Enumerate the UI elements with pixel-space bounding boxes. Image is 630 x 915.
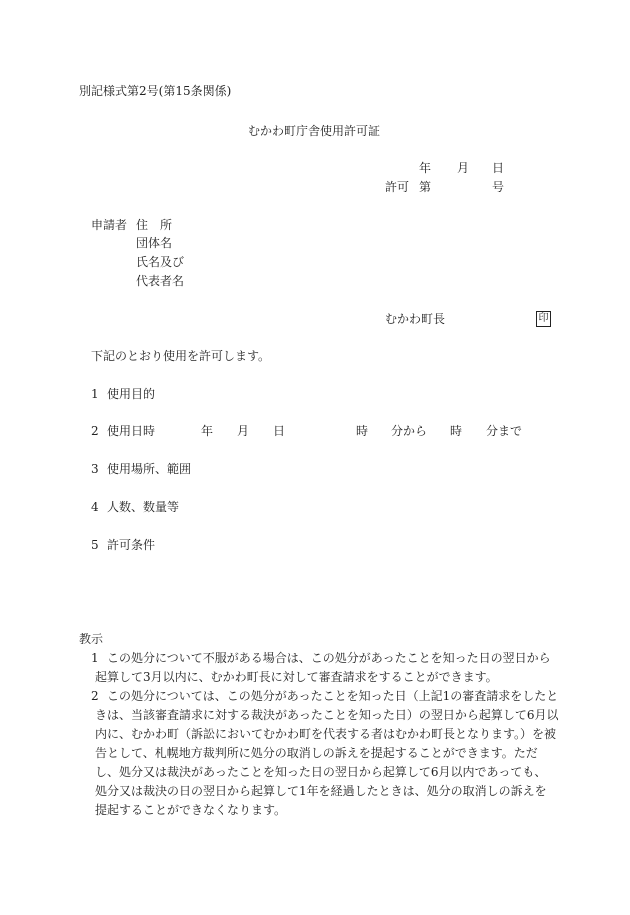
date-year-label: 年 xyxy=(419,161,432,175)
notice-item-number: 2 xyxy=(91,689,99,703)
applicant-representative-label: 代表者名 xyxy=(136,274,185,288)
item-label-quantity: 人数、数量等 xyxy=(107,500,180,514)
notice-line: 告として、札幌地方裁判所に処分の取消しの訴えを提起することができます。ただ xyxy=(95,746,538,760)
intro-text: 下記のとおり使用を許可します。 xyxy=(91,349,271,363)
applicant-name-label: 氏名及び xyxy=(136,255,185,269)
notice-line: 内に、むかわ町（訴訟においてむかわ町を代表する者はむかわ町長となります。）を被 xyxy=(95,727,557,741)
document-title: むかわ町庁舎使用許可証 xyxy=(248,124,381,138)
date-day-label: 日 xyxy=(492,161,505,175)
datetime-hour-to-label: 時 xyxy=(450,424,463,438)
notice-heading: 教示 xyxy=(79,632,104,646)
notice-line: 提起することができなくなります。 xyxy=(95,803,287,817)
applicant-label: 申請者 xyxy=(91,218,128,232)
notice-item-number: 1 xyxy=(91,651,99,665)
permit-label: 許可 xyxy=(385,180,410,194)
item-number: 3 xyxy=(91,462,99,476)
datetime-day-label: 日 xyxy=(273,424,286,438)
datetime-minute-from-label: 分から xyxy=(391,424,428,438)
seal-mark: 印 xyxy=(536,311,551,327)
item-label-purpose: 使用目的 xyxy=(107,387,156,401)
date-month-label: 月 xyxy=(457,161,470,175)
form-number-label: 別記様式第2号(第15条関係) xyxy=(79,84,232,98)
notice-line: 起算して3月以内に、むかわ町長に対して審査請求をすることができます。 xyxy=(95,670,498,684)
item-number: 1 xyxy=(91,387,99,401)
permit-number-prefix: 第 xyxy=(419,180,432,194)
item-number: 2 xyxy=(91,424,99,438)
applicant-group-label: 団体名 xyxy=(136,236,173,250)
datetime-hour-from-label: 時 xyxy=(356,424,369,438)
item-label-location: 使用場所、範囲 xyxy=(107,462,192,476)
applicant-address-label: 住 所 xyxy=(136,218,173,232)
item-number: 4 xyxy=(91,500,99,514)
mayor-label: むかわ町長 xyxy=(385,312,446,326)
item-label-conditions: 許可条件 xyxy=(107,538,156,552)
datetime-minute-to-label: 分まで xyxy=(486,424,523,438)
notice-line: 処分又は裁決の日の翌日から起算して1年を経過したときは、処分の取消しの訴えを xyxy=(95,784,547,798)
permit-number-suffix: 号 xyxy=(492,180,505,194)
datetime-year-label: 年 xyxy=(201,424,214,438)
datetime-month-label: 月 xyxy=(237,424,250,438)
notice-line: この処分について不服がある場合は、この処分があったことを知った日の翌日から xyxy=(107,651,551,665)
item-label-datetime: 使用日時 xyxy=(107,424,156,438)
item-number: 5 xyxy=(91,538,99,552)
notice-line: し、処分又は裁決があったことを知った日の翌日から起算して6月以内であっても、 xyxy=(95,765,547,779)
notice-line: この処分については、この処分があったことを知った日（上記1の審査請求をしたと xyxy=(107,689,559,703)
notice-line: きは、当該審査請求に対する裁決があったことを知った日）の翌日から起算して6月以 xyxy=(95,708,559,722)
